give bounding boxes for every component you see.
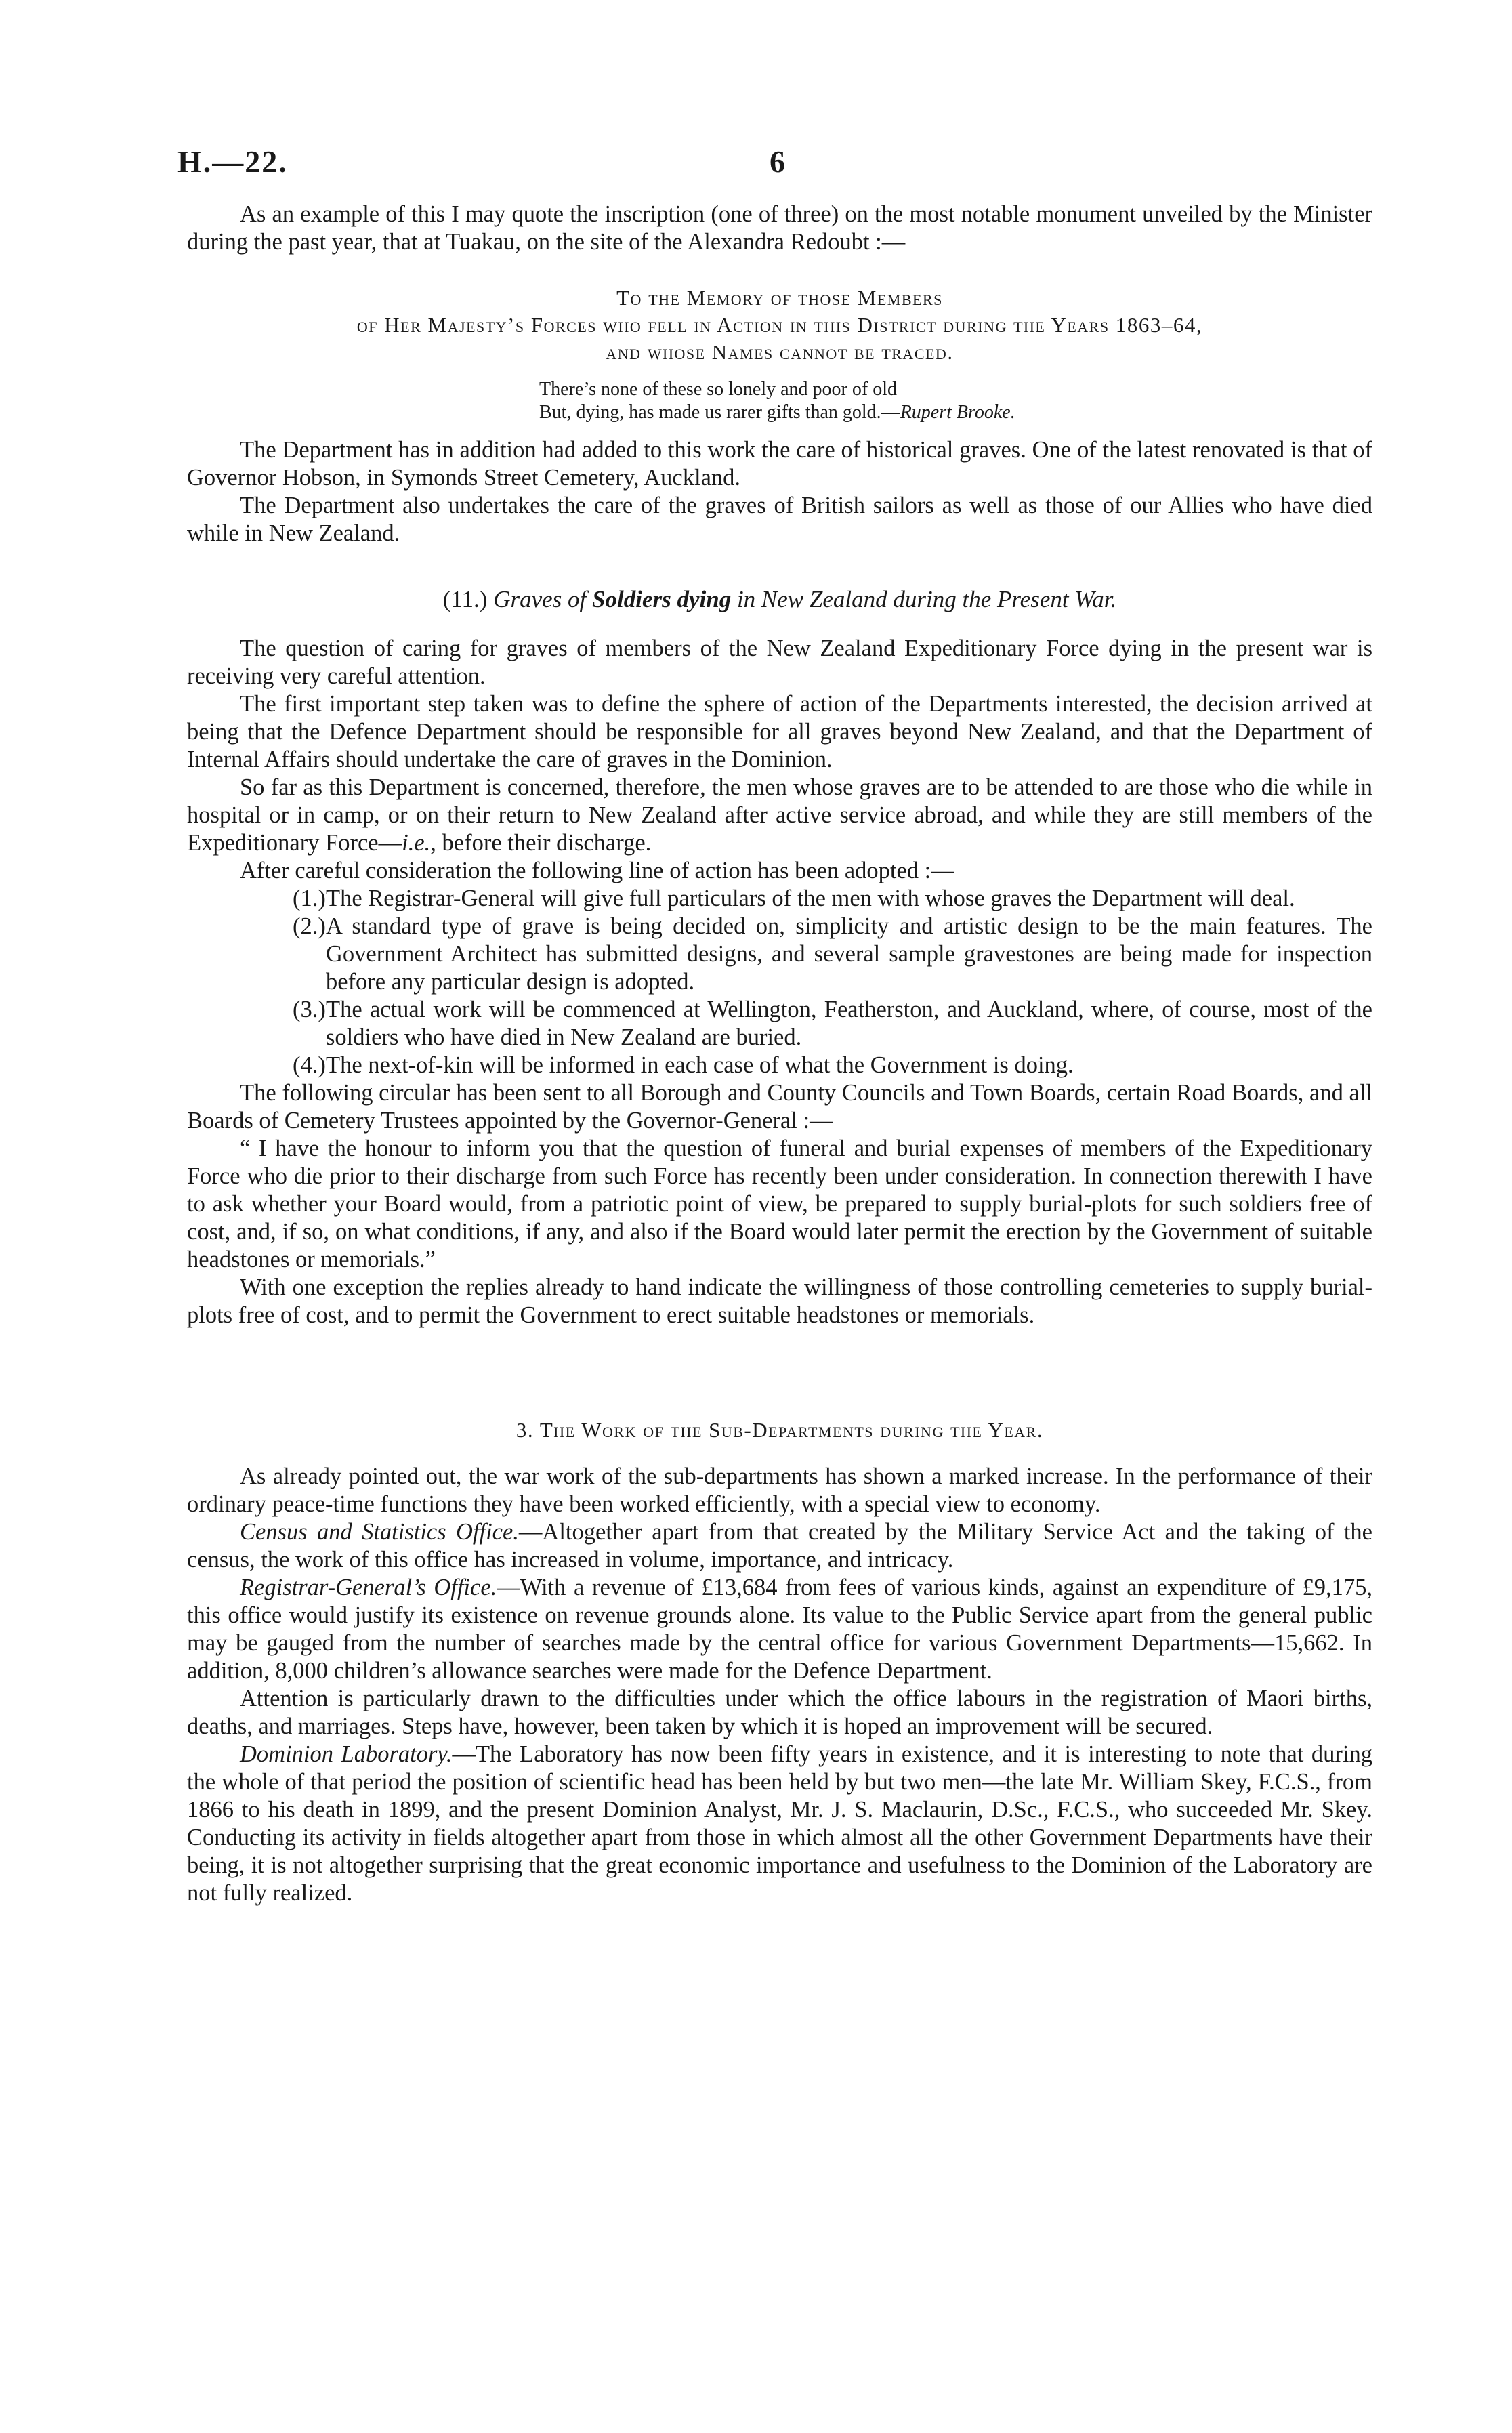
page-number: 6 <box>770 144 785 179</box>
so-far-text: So far as this Department is concerned, therefore, the men whose graves are to be attended to are those who die while in hospital or in camp, or on their return to New Zealand after active service abroad, and while they are still members of the Expeditionary Force— <box>187 774 1372 856</box>
sailors-graves-paragraph: The Department also undertakes the care of the graves of British sailors as well as those of our Allies who have died while in New Zealand. <box>187 493 1372 546</box>
registrar-paragraph <box>187 1574 1372 1685</box>
page-body <box>187 201 1372 1907</box>
poem-author: Rupert Brooke. <box>900 402 1015 423</box>
document-reference: H.—22. <box>177 144 288 179</box>
inscription-line-2: of Her Majesty’s Forces who fell in Action in this District during the Years 1863–64, <box>356 313 1203 337</box>
registrar-heading: Registrar-General’s Office. <box>240 1575 497 1600</box>
action-list <box>187 885 1372 1079</box>
already-paragraph: As already pointed out, the war work of the sub-departments has shown a marked increase. In the performance of their ordinary peace-time functions they have been worked efficiently, with a special view to economy. <box>187 1463 1372 1517</box>
poem-quote <box>539 378 1372 424</box>
poem-line-2-text: But, dying, has made us rarer gifts than gold.— <box>539 402 900 423</box>
census-paragraph <box>187 1518 1372 1574</box>
exception-paragraph: With one exception the replies already to hand indicate the willingness of those controlling cemeteries to supply burial-plots free of cost, and to permit the Government to erect suitable headstones or memorials. <box>187 1274 1372 1328</box>
poem-line-2 <box>539 401 1372 424</box>
section-11-heading <box>187 585 1372 613</box>
section-3-heading: 3. The Work of the Sub-Departments during the Year. <box>516 1418 1044 1442</box>
memorial-inscription <box>187 285 1372 366</box>
first-step-paragraph: The first important step taken was to define the sphere of action of the Departments interested, the decision arrived at being that the Defence Department should be responsible for all graves beyond New Zealand, and that the Department of Internal Affairs should undertake the care of graves in the Dominion. <box>187 691 1372 772</box>
list-item-number: (2.) <box>293 913 326 939</box>
circular-quote: “ I have the honour to inform you that the question of funeral and burial expenses of members of the Expeditionary Force who die prior to their discharge from such Force has recently been under consideration. In connection therewith I have to ask whether your Board would, from a patriotic point of view, be prepared to supply burial-plots for such soldiers free of cost, and, if so, on what conditions, if any, and also if the Board would later permit the erection by the Government of suitable headstones or memorials.” <box>187 1136 1372 1272</box>
inscription-line-1: To the Memory of those Members <box>616 286 943 310</box>
list-item-text: The next-of-kin will be informed in each case of what the Government is doing. <box>326 1052 1074 1078</box>
section-11-number: (11.) <box>442 586 488 612</box>
census-heading: Census and Statistics Office. <box>240 1519 519 1545</box>
section-11-title-a: Graves of <box>493 586 587 612</box>
section-11-title-c: in New Zealand during the Present War. <box>736 586 1117 612</box>
historical-graves-paragraph: The Department has in addition had added to this work the care of historical graves. One of the latest renovated is that of Governor Hobson, in Symonds Street Cemetery, Auckland. <box>187 437 1372 491</box>
section-11-title-b: Soldiers dying <box>592 586 732 612</box>
circular-paragraph: The following circular has been sent to all Borough and County Councils and Town Boards, certain Road Boards, and all Boards of Cemetery Trustees appointed by the Governor-General :— <box>187 1080 1372 1134</box>
list-item <box>187 885 1372 913</box>
so-far-ie: i.e. <box>402 830 431 856</box>
list-item-text: The actual work will be commenced at Wellington, Featherston, and Auckland, where, of course, most of the soldiers who have died in New Zealand are buried. <box>326 997 1372 1050</box>
list-item <box>187 996 1372 1052</box>
laboratory-text: —The Laboratory has now been fifty years in existence, and it is interesting to note that during the whole of that period the position of scientific head has been held by but two men—the late Mr. William Skey, F.C.S., from 1866 to his death in 1899, and the present Dominion Analyst, Mr. J. S. Maclaurin, D.Sc., F.C.S., who succeeded Mr. Skey. Conducting its activity in fields altogether apart from those in which almost all the other Government Departments have their being, it is not altogether surprising that the great economic importance and usefulness to the Dominion of the Laboratory are not fully realized. <box>187 1741 1372 1906</box>
attention-paragraph: Attention is particularly drawn to the difficulties under which the office labours in the registration of Maori births, deaths, and marriages. Steps have, however, been taken by which it is hoped an improvement will be secured. <box>187 1686 1372 1739</box>
so-far-paragraph <box>187 774 1372 857</box>
list-item-number: (3.) <box>293 997 326 1022</box>
list-item-number: (1.) <box>293 886 326 911</box>
intro-paragraph: As an example of this I may quote the inscription (one of three) on the most notable monument unveiled by the Minister during the past year, that at Tuakau, on the site of the Alexandra Redoubt :— <box>187 201 1372 255</box>
registrar-text: —With a revenue of £13,684 from fees of various kinds, against an expenditure of £9,175, this office would justify its existence on revenue grounds alone. Its value to the Public Service apart from the general public may be gauged from the number of searches made by the central office for various Government Departments—15,662. In addition, 8,000 children’s allowance searches were made for the Defence Department. <box>187 1575 1372 1684</box>
so-far-end: , before their discharge. <box>430 830 652 856</box>
list-item <box>187 913 1372 996</box>
inscription-line-3: and whose Names cannot be traced. <box>606 340 954 364</box>
question-paragraph: The question of caring for graves of members of the New Zealand Expeditionary Force dying in the present war is receiving very careful attention. <box>187 636 1372 689</box>
laboratory-heading: Dominion Laboratory. <box>240 1741 453 1767</box>
census-text: —Altogether apart from that created by the Military Service Act and the taking of the census, the work of this office has increased in volume, importance, and intricacy. <box>187 1519 1372 1573</box>
list-item-text: A standard type of grave is being decided on, simplicity and artistic design to be the main features. The Government Architect has submitted designs, and several sample gravestones are being made for inspection before any particular design is adopted. <box>326 913 1372 995</box>
laboratory-paragraph <box>187 1741 1372 1907</box>
list-item-text: The Registrar-General will give full particulars of the men with whose graves the Department will deal. <box>326 886 1295 911</box>
list-item-number: (4.) <box>293 1052 326 1078</box>
poem-line-1: There’s none of these so lonely and poor of old <box>539 379 897 400</box>
line-of-action-paragraph: After careful consideration the following line of action has been adopted :— <box>240 858 954 883</box>
list-item <box>187 1052 1372 1079</box>
